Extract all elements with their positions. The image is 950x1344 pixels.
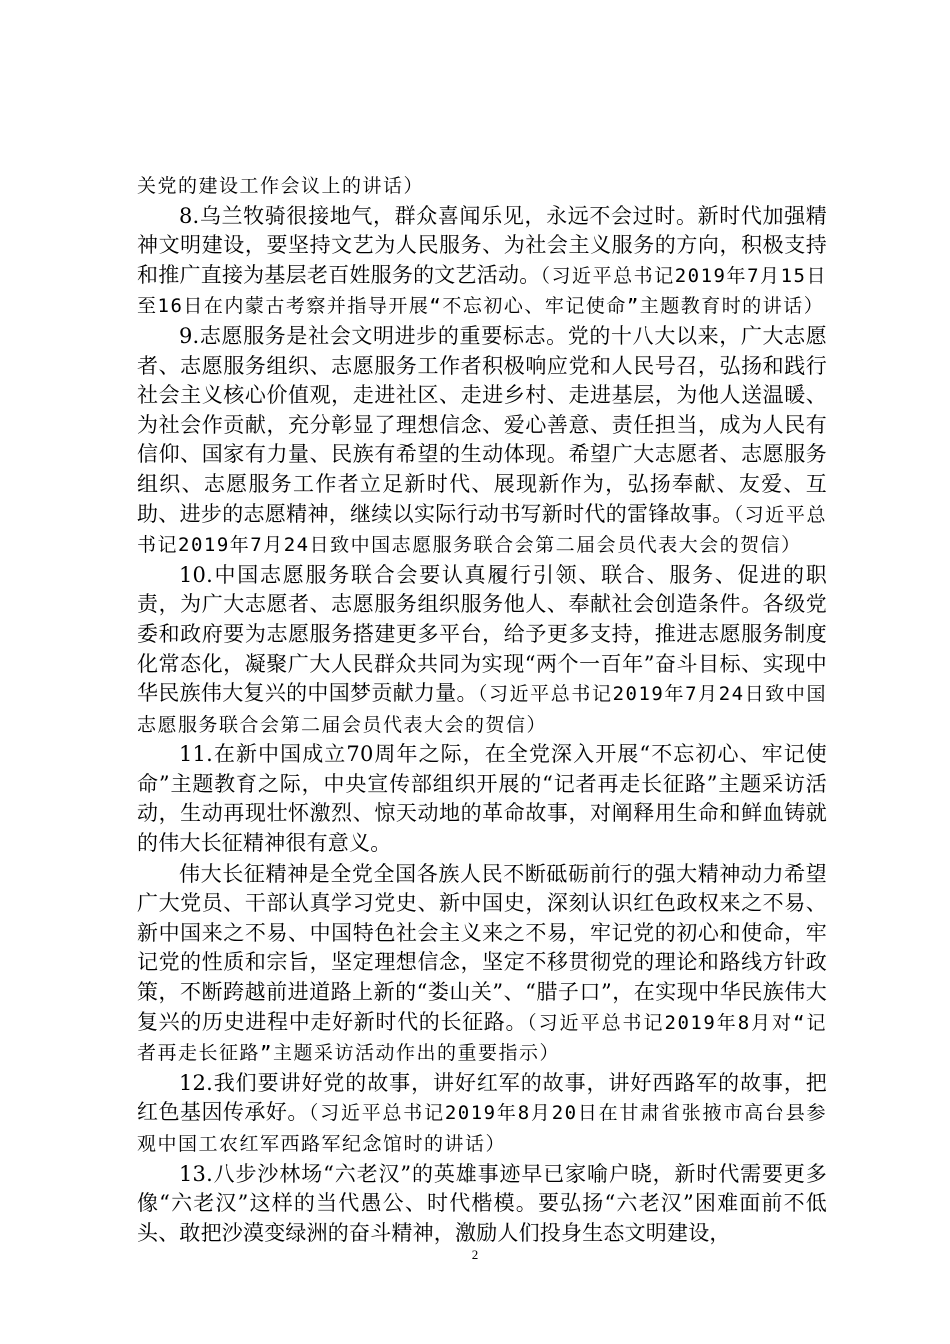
paragraph — [137, 202, 827, 322]
paragraph-text: 8.乌兰牧骑很接地气，群众喜闻乐见，永远不会过时。新时代加强精神文明建设，要坚持文艺为人民服务、为社会主义服务的方向，积极支持和推广直接为基层老百姓服务的文艺活动。 — [137, 203, 827, 287]
paragraph — [137, 322, 827, 561]
paragraph — [137, 860, 827, 1069]
paragraph-text: 12.我们要讲好党的故事，讲好红军的故事，讲好西路军的故事，把红色基因传承好。 — [137, 1070, 827, 1125]
paragraph — [137, 171, 827, 202]
paragraph-text: 11.在新中国成立70周年之际，在全党深入开展“不忘初心、牢记使命”主题教育之际，中央宣传部组织开展的“记者再走长征路”主题采访活动，生动再现壮怀激烈、惊天动地的革命故事，对阐释用生命和鲜血铸就的伟大长征精神很有意义。 — [137, 742, 827, 856]
citation-source: （习近平总书记2019年7月24日致中国志愿服务联合会第二届会员代表大会的贺信） — [137, 503, 827, 557]
citation-source: （习近平总书记2019年8月对“记者再走长征路”主题采访活动作出的重要指示） — [137, 1011, 827, 1065]
paragraph-text: 10.中国志愿服务联合会要认真履行引领、联合、服务、促进的职责，为广大志愿者、志愿服务组织服务他人、奉献社会创造条件。各级党委和政府要为志愿服务搭建更多平台，给予更多支持，推进志愿服务制度化常态化，凝聚广大人民群众共同为实现“两个一百年”奋斗目标、实现中华民族伟大复兴的中国梦贡献力量。 — [137, 562, 827, 706]
citation-source: （习近平总书记2019年8月20日在甘肃省张掖市高台县参观中国工农红军西路军纪念馆时的讲话） — [137, 1102, 827, 1155]
paragraph — [137, 740, 827, 859]
citation-source: （习近平总书记2019年7月24日致中国志愿服务联合会第二届会员代表大会的贺信） — [137, 683, 828, 736]
page-number: 2 — [471, 1247, 479, 1262]
paragraph — [137, 1069, 827, 1160]
paragraph-text: 9.志愿服务是社会文明进步的重要标志。党的十八大以来，广大志愿者、志愿服务组织、志愿服务工作者积极响应党和人民号召，弘扬和践行社会主义核心价值观，走进社区、走进乡村、走进基层，为他人送温暖、为社会作贡献，充分彰显了理想信念、爱心善意、责任担当，成为人民有信仰、国家有力量、民族有希望的生动体现。希望广大志愿者、志愿服务组织、志愿服务工作者立足新时代、展现新作为，弘扬奉献、友爱、互助、进步的志愿精神，继续以实际行动书写新时代的雷锋故事。 — [137, 323, 827, 526]
paragraph-text: 伟大长征精神是全党全国各族人民不断砥砺前行的强大精神动力希望广大党员、干部认真学习党史、新中国史，深刻认识红色政权来之不易、新中国来之不易、中国特色社会主义来之不易，牢记党的初心和使命，牢记党的性质和宗旨，坚定理想信念，坚定不移贯彻党的理论和路线方针政策，不断跨越前进道路上新的“娄山关”、“腊子口”，在实现中华民族伟大复兴的历史进程中走好新时代的长征路。 — [137, 861, 827, 1034]
citation-source: 关党的建设工作会议上的讲话） — [137, 175, 425, 197]
paragraph — [137, 561, 827, 741]
paragraph-text: 13.八步沙林场“六老汉”的英雄事迹早已家喻户晓，新时代需要更多像“六老汉”这样的当代愚公、时代楷模。要弘扬“六老汉”困难面前不低头、敢把沙漠变绿洲的奋斗精神，激励人们投身生态文明建设， — [137, 1161, 827, 1245]
citation-source: （习近平总书记2019年7月15日至16日在内蒙古考察并指导开展“不忘初心、牢记使命”主题教育时的讲话） — [137, 264, 827, 318]
document-body — [137, 171, 827, 1249]
paragraph — [137, 1160, 827, 1250]
